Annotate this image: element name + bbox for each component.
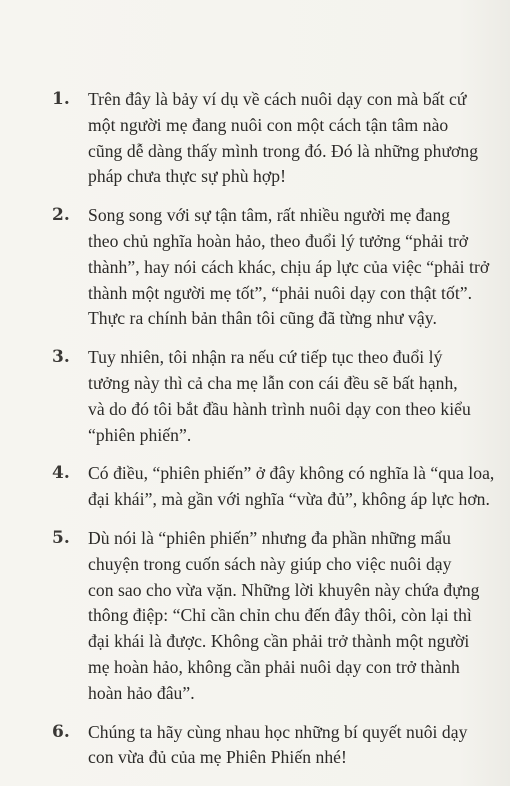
- list-item: [52, 526, 488, 707]
- item-text-line: đại khái”, mà gần với nghĩa “vừa đủ”, không áp lực hơn.: [88, 489, 490, 510]
- item-text-line: “phiên phiến”.: [88, 424, 192, 445]
- item-text-line: con sao cho vừa vặn. Những lời khuyên này chứa đựng: [88, 579, 480, 600]
- list-item: [52, 203, 488, 332]
- item-text-line: Có điều, “phiên phiến” ở đây không có nghĩa là “qua loa,: [88, 463, 495, 484]
- item-text-line: thành một người mẹ tốt”, “phải nuôi dạy con thật tốt”.: [88, 282, 473, 303]
- item-text-line: thành”, hay nói cách khác, chịu áp lực của việc “phải trở: [88, 256, 490, 277]
- item-text-line: theo chủ nghĩa hoàn hảo, theo đuổi lý tưởng “phải trở: [88, 230, 469, 251]
- list-item: [52, 720, 488, 772]
- item-text-line: chuyện trong cuốn sách này giúp cho việc nuôi dạy: [88, 553, 452, 574]
- item-text-line: Dù nói là “phiên phiến” nhưng đa phần những mẩu: [88, 527, 451, 548]
- item-number: 4.: [52, 463, 70, 484]
- item-text-line: tưởng này thì cả cha mẹ lẫn con cái đều sẽ bất hạnh,: [88, 372, 458, 393]
- item-text-line: Thực ra chính bản thân tôi cũng đã từng như vậy.: [88, 308, 437, 329]
- item-text-line: thông điệp: “Chỉ cần chỉn chu đến đây thôi, còn lại thì: [88, 605, 472, 626]
- list-item: [52, 87, 488, 190]
- item-text-line: con vừa đủ của mẹ Phiên Phiến nhé!: [88, 747, 347, 768]
- item-number: 1.: [52, 89, 70, 109]
- item-text-line: Tuy nhiên, tôi nhận ra nếu cứ tiếp tục theo đuổi lý: [88, 347, 443, 368]
- item-text-line: đại khái là được. Không cần phải trở thành một người: [88, 631, 470, 652]
- item-text-line: Chúng ta hãy cùng nhau học những bí quyết nuôi dạy: [88, 721, 468, 742]
- item-text-line: Trên đây là bảy ví dụ về cách nuôi dạy con mà bất cứ: [88, 89, 467, 109]
- item-number: 6.: [52, 721, 70, 742]
- item-number: 5.: [52, 527, 70, 548]
- item-number: 3.: [52, 347, 70, 368]
- item-text-line: pháp chưa thực sự phù hợp!: [88, 166, 287, 187]
- item-number: 2.: [52, 205, 70, 226]
- item-text-line: cũng dễ dàng thấy mình trong đó. Đó là những phương: [88, 140, 479, 161]
- item-text-line: hoàn hảo đâu”.: [88, 682, 195, 703]
- list-item: [52, 461, 495, 513]
- list-item: [52, 345, 488, 448]
- numbered-list: [52, 87, 495, 784]
- item-text-line: và do đó tôi bắt đầu hành trình nuôi dạy con theo kiểu: [88, 398, 471, 419]
- item-text-line: mẹ hoàn hảo, không cần phải nuôi dạy con trở thành: [88, 656, 460, 677]
- item-text-line: một người mẹ đang nuôi con một cách tận tâm nào: [88, 114, 449, 135]
- item-text-line: Song song với sự tận tâm, rất nhiều người mẹ đang: [88, 205, 451, 226]
